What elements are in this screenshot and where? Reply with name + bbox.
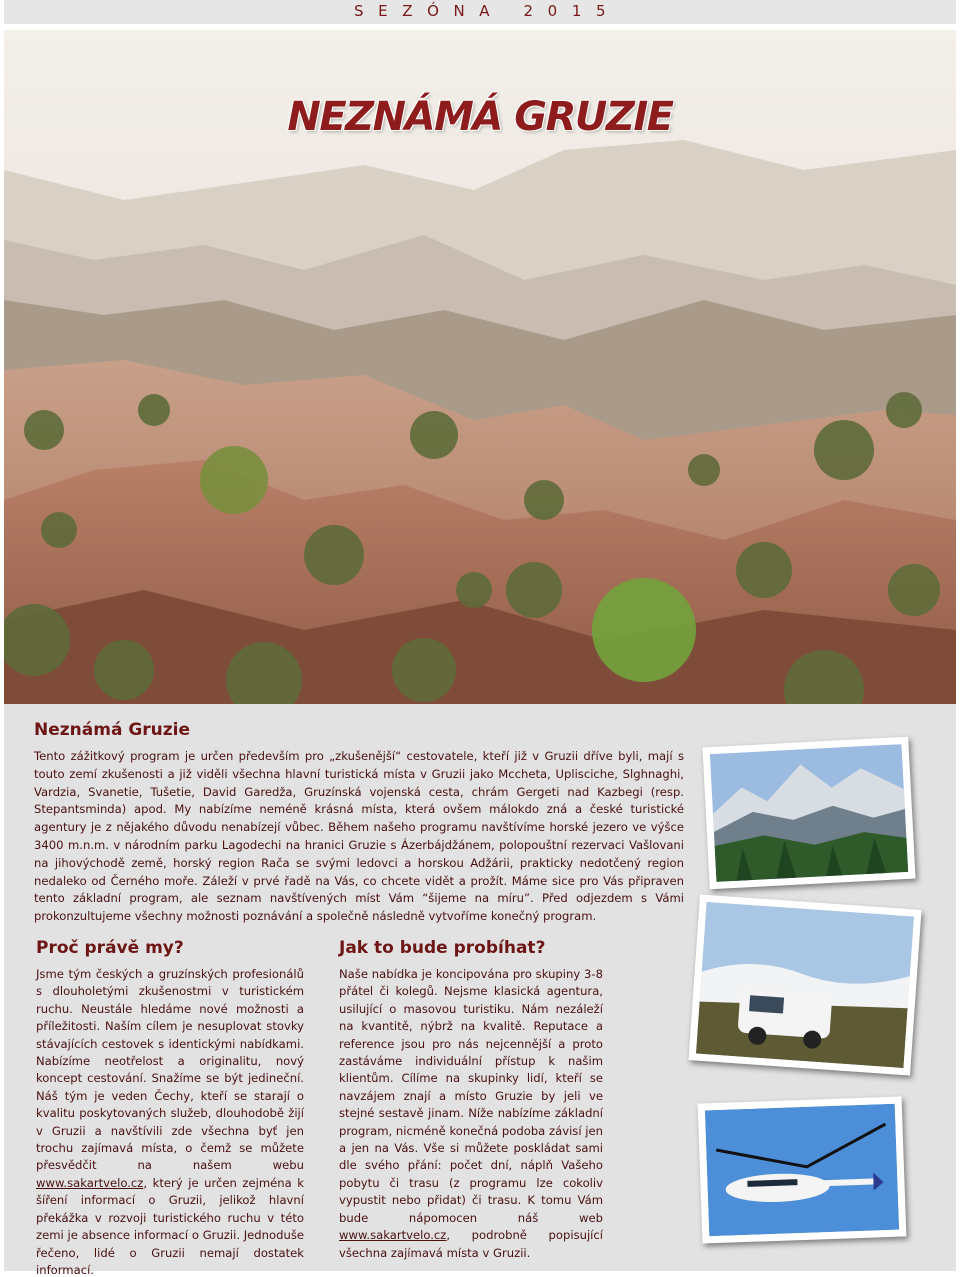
hero-title: NEZNÁMÁ GRUZIE [287, 94, 673, 140]
how-text [339, 966, 603, 1262]
why-us-text [36, 966, 304, 1277]
van-photo [688, 894, 921, 1075]
why-us-website-link[interactable]: www.sakartvelo.cz [36, 1175, 144, 1190]
why-us-heading: Proč právě my? [36, 938, 184, 958]
hero-image [4, 30, 956, 704]
helicopter-photo [698, 1096, 907, 1243]
why-us-text-part1: Jsme tým českých a gruzínských profesionálů s dlouholetými zkušenostmi v turistickém ruchu. Neustále hledáme nové možnosti a příležitosti. Naším cílem je nesuplovat stovky stávajících cestovek s identickými nabídkami. Nabízíme neotřelost a originalitu, nový koncept cestování. Snažíme se být jedineční. Náš tým je veden Čechy, kteří se starají o kvalitu poskytovaných služeb, dlouhodobě žijí v Gruzii a navštívili zde všechna byť jen trochu zajímavá místa, o čemž se můžete přesvědčit na našem webu [36, 967, 304, 1173]
how-text-part2: , podrobně popisující všechna zajímavá místa v Gruzii. [339, 1228, 603, 1260]
why-us-text-part2: , který je určen zejména k šíření informací o Gruzii, jelikož hlavní překážka v rozvoji turistického ruchu v této zemi je absence informací o Gruzii. Jednoduše řečeno, lidé o Gruzii nemají dostatek informací. [36, 1175, 304, 1277]
season-bar [4, 0, 956, 24]
intro-heading: Neznámá Gruzie [34, 720, 191, 740]
how-text-part1: Naše nabídka je koncipována pro skupiny 3-8 přátel či kolegů. Nejsme klasická agentura, usilující o masovou turistiku. Nám nezáleží na kvantitě, nýbrž na kvalitě. Reputace a reference jsou pro nás nejcennější a proto zastáváme individuální přístup k našim klientům. Cílíme na skupinky lidí, kteří se navzájem znají a místo Gruzie by jeli ve stejné sestavě jinam. Níže nabízíme základní program, nicméně konečná podoba závisí jen a jen na Vás. Vše si můžete poskládat sami dle svého přání: počet dní, náplň Vašeho pobytu či trasu (z programu lze cokoliv vypustit nebo přidat) či trasu. K tomu Vám bude nápomocen náš web [339, 967, 603, 1225]
how-website-link[interactable]: www.sakartvelo.cz [339, 1228, 447, 1243]
season-label: SEZÓNA 2015 [354, 2, 621, 20]
content-panel [4, 704, 956, 1277]
how-heading: Jak to bude probíhat? [339, 938, 546, 958]
mountain-photo [702, 737, 915, 890]
intro-text: Tento zážitkový program je určen především pro „zkušenější“ cestovatele, kteří již v Gruzii dříve byli, mají s touto zemí zkušenosti a již viděli všechna hlavní turistická místa v Gruzii jako Mccheta, Uplisciche, Slghnaghi, Vardzia, Svanetie, Tušetie, David Garedža, Gruzínská vojenská cesta, chrám Gergeti nad Kazbegi (resp. Stepantsminda) apod. My nabízíme neméně krásná místa, která ovšem málokdo zná a české turistické agentury je z nějakého důvodu nenabízejí vůbec. Během našeho programu navštívíme horské jezero ve výšce 3400 m.n.m. v národním parku Lagodechi na hranici Gruzie s Ázerbájdžánem, polopouštní rezervaci Vašlovani na jihovýchodě země, horský region Rača se svými ledovci a horskou Adžárii, prakticky nedotčený region nedaleko od Černého moře. Záleží v prvé řadě na Vás, co chcete vidět a prožít. Máme sice pro Vás připraven tento základní program, ale seznam navštívených míst Vám “šijeme na míru”. Před odjezdem s Vámi prokonzultujeme všechny možnosti poznávání a společně následně vytvoříme konečný program. [34, 749, 684, 924]
